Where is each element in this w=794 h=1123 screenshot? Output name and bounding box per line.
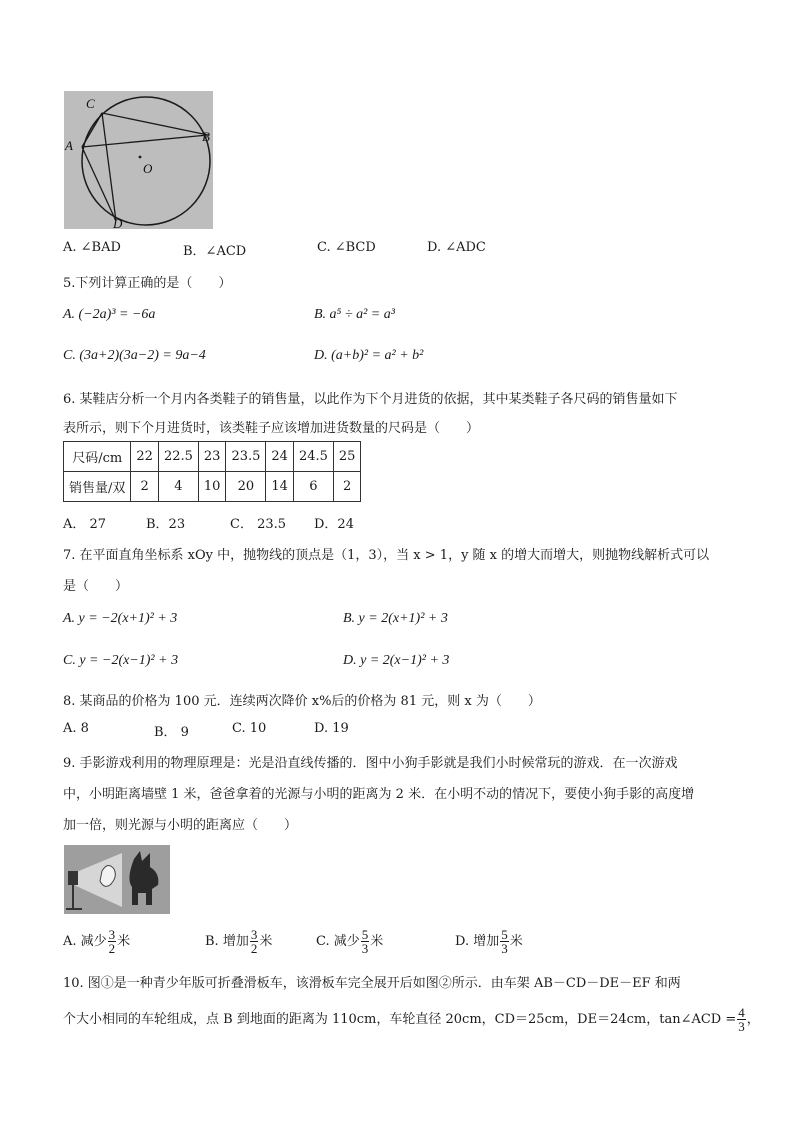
label-c: C [86, 96, 95, 111]
q9-stem-line1: 9. 手影游戏利用的物理原理是：光是沿直线传播的．图中小狗手影就是我们小时候常玩的游戏．在一次游戏 [63, 756, 678, 771]
q9-stem-line3: 加一倍，则光源与小明的距离应（ ） [63, 818, 298, 833]
q5-option-b: B. a⁵ ÷ a² = a³ [314, 307, 395, 322]
table-row [64, 442, 361, 472]
q6-stem-line1: 6. 某鞋店分析一个月内各类鞋子的销售量，以此作为下个月进货的依据，其中某类鞋子各尺码的销售量如下 [63, 392, 678, 407]
fraction: $\frac{3}{2}$ [250, 927, 258, 956]
table-cell: 22 [131, 442, 159, 472]
fraction: $\frac{5}{3}$ [361, 927, 369, 956]
q4-option-a: A. ∠BAD [63, 240, 121, 255]
table-cell: 25 [333, 442, 361, 472]
q6-option-d: D．24 [314, 517, 354, 532]
q10-stem-line1: 10. 图①是一种青少年版可折叠滑板车，该滑板车完全展开后如图②所示．由车架 AB－CD－DE－EF 和两 [63, 976, 681, 991]
q9-option-b: B. 增加 $\frac{3}{2}$ 米 [205, 927, 273, 956]
q7-option-a: A. y = −2(x+1)² + 3 [63, 611, 178, 626]
q4-option-c: C. ∠BCD [317, 240, 376, 255]
q8-option-a: A. 8 [63, 721, 89, 736]
q7-option-c: C. y = −2(x−1)² + 3 [63, 653, 179, 668]
q6-option-b: B．23 [146, 517, 186, 532]
q7-option-d: D. y = 2(x−1)² + 3 [343, 653, 450, 668]
q4-option-b: B．∠ACD [183, 244, 247, 259]
table-cell: 2 [333, 472, 361, 502]
fraction: $\frac{3}{2}$ [108, 927, 116, 956]
table-row [64, 472, 361, 502]
table-cell: 6 [293, 472, 333, 502]
center-point [139, 156, 142, 159]
q8-option-d: D. 19 [314, 721, 349, 736]
circle-figure [64, 91, 213, 229]
q5-option-a: A. (−2a)³ = −6a [63, 307, 156, 322]
q5-option-c: C. (3a+2)(3a−2) = 9a−4 [63, 348, 206, 363]
q6-stem-line2: 表所示，则下个月进货时，该类鞋子应该增加进货数量的尺码是（ ） [63, 421, 480, 436]
q7-stem-line2: 是（ ） [63, 579, 129, 594]
q5-option-d: D. (a+b)² = a² + b² [314, 348, 424, 363]
table-cell: 24 [266, 442, 294, 472]
label-a: A [65, 138, 73, 153]
q9-option-d: D. 增加 $\frac{5}{3}$ 米 [455, 927, 523, 956]
table-cell: 10 [198, 472, 226, 502]
fraction: $\frac{5}{3}$ [501, 927, 508, 956]
q8-stem: 8. 某商品的价格为 100 元．连续两次降价 x%后的价格为 81 元，则 x 为（ ） [63, 694, 541, 709]
fraction: $\frac{4}{3}$ [738, 1005, 745, 1034]
q9-option-a: A. 减少 $\frac{3}{2}$ 米 [63, 927, 131, 956]
table-cell: 14 [266, 472, 294, 502]
q9-stem-line2: 中，小明距离墙壁 1 米，爸爸拿着的光源与小明的距离为 2 米．在小明不动的情况下，要使小狗手影的高度增 [63, 787, 695, 802]
q6-option-a: A． 27 [63, 517, 107, 532]
q4-option-d: D. ∠ADC [427, 240, 486, 255]
table-cell: 24.5 [293, 442, 333, 472]
hand-shadow-picture [64, 845, 170, 914]
label-b: B [202, 129, 210, 144]
label-o: O [143, 161, 153, 176]
table-cell: 2 [131, 472, 159, 502]
q7-stem-line1: 7. 在平面直角坐标系 xOy 中，抛物线的顶点是（1，3），当 x > 1，y 随 x 的增大而增大，则抛物线解析式可以 [63, 548, 710, 563]
table-cell: 23.5 [226, 442, 266, 472]
q8-option-b: B． 9 [154, 725, 189, 740]
table-cell: 23 [198, 442, 226, 472]
table-cell: 22.5 [158, 442, 198, 472]
table-header-size: 尺码/cm [64, 442, 131, 472]
q10-stem-line2: 个大小相同的车轮组成，点 B 到地面的距离为 110cm，车轮直径 20cm，CD＝25cm，DE＝24cm，tan∠ACD = $\frac{4}{3}$ ， [63, 1005, 760, 1034]
shoe-size-table [63, 441, 361, 502]
q9-option-c: C. 减少 $\frac{5}{3}$ 米 [316, 927, 384, 956]
q6-option-c: C． 23.5 [230, 517, 287, 532]
figure-background [64, 91, 213, 229]
table-cell: 4 [158, 472, 198, 502]
q7-option-b: B. y = 2(x+1)² + 3 [343, 611, 448, 626]
table-header-sales: 销售量/双 [64, 472, 131, 502]
label-d: D [113, 216, 123, 229]
q8-option-c: C. 10 [232, 721, 267, 736]
q5-stem: 5.下列计算正确的是（ ） [63, 276, 232, 291]
table-cell: 20 [226, 472, 266, 502]
lamp [68, 871, 78, 885]
